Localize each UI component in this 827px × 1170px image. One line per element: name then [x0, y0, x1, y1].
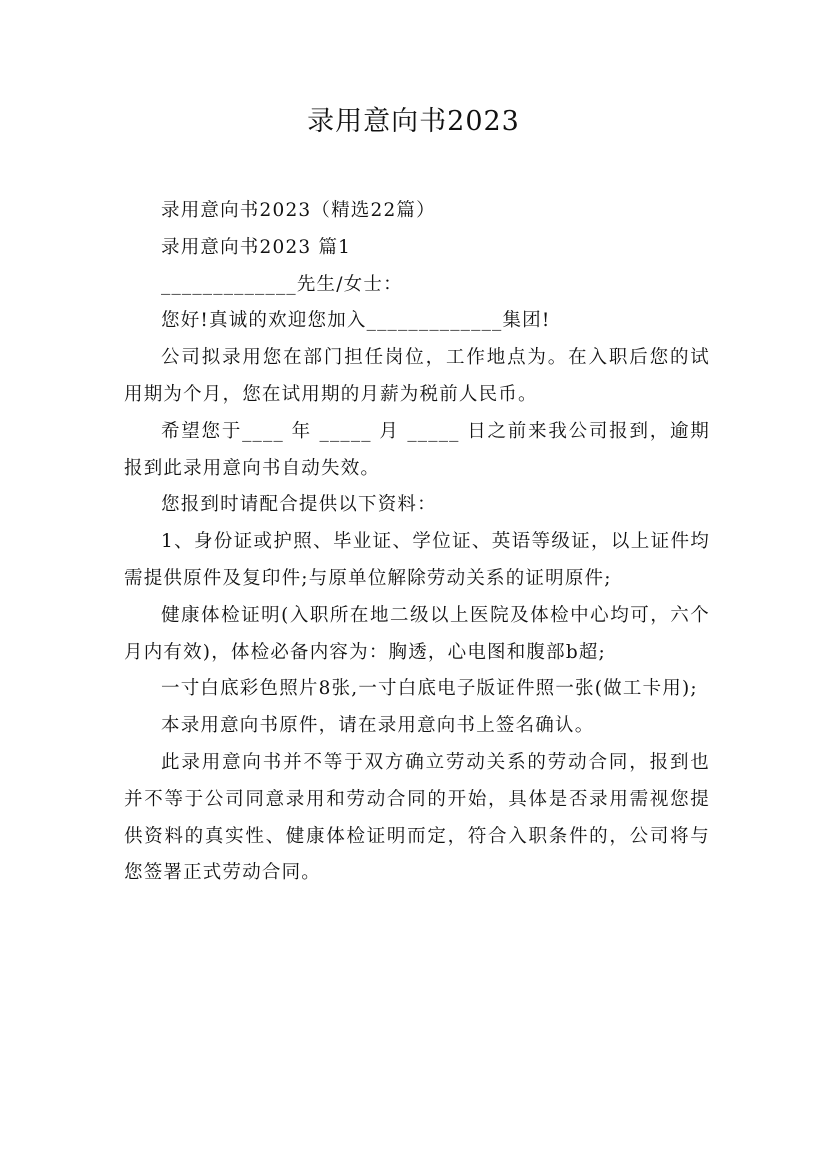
paragraph-signature: 本录用意向书原件，请在录用意向书上签名确认。 — [161, 715, 595, 737]
paragraph-health-check: 健康体检证明(入职所在地二级以上医院及体检中心均可，六个月内有效)，体检必备内容为：胸透，心电图和腹部b超; — [124, 604, 710, 663]
paragraph-salutation: _____________先生/女士： — [161, 273, 403, 295]
paragraph-disclaimer: 此录用意向书并不等于双方确立劳动关系的劳动合同，报到也并不等于公司同意录用和劳动合同的开始，具体是否录用需视您提供资料的真实性、健康体检证明而定，符合入职条件的，公司将与您签署正式劳动合同。 — [124, 751, 710, 884]
paragraph-materials-item-1: 1、身份证或护照、毕业证、学位证、英语等级证，以上证件均需提供原件及复印件;与原单位解除劳动关系的证明原件; — [124, 531, 710, 589]
paragraph-greeting: 您好!真诚的欢迎您加入_____________集团! — [161, 310, 551, 332]
paragraph-position: 公司拟录用您在部门担任岗位，工作地点为。在入职后您的试用期为个月，您在试用期的月薪为税前人民币。 — [124, 347, 710, 405]
paragraph-materials-intro: 您报到时请配合提供以下资料： — [161, 494, 437, 516]
document-title: 录用意向书2023 — [307, 106, 520, 137]
paragraph-section-heading: 录用意向书2023 篇1 — [161, 236, 352, 258]
paragraph-subtitle: 录用意向书2023（精选22篇） — [161, 200, 436, 221]
paragraph-report-date: 希望您于____ 年 _____ 月 _____ 日之前来我公司报到，逾期报到此录用意向书自动失效。 — [124, 420, 710, 479]
document-body — [124, 193, 710, 892]
paragraph-photos: 一寸白底彩色照片8张,一寸白底电子版证件照一张(做工卡用); — [161, 678, 698, 700]
